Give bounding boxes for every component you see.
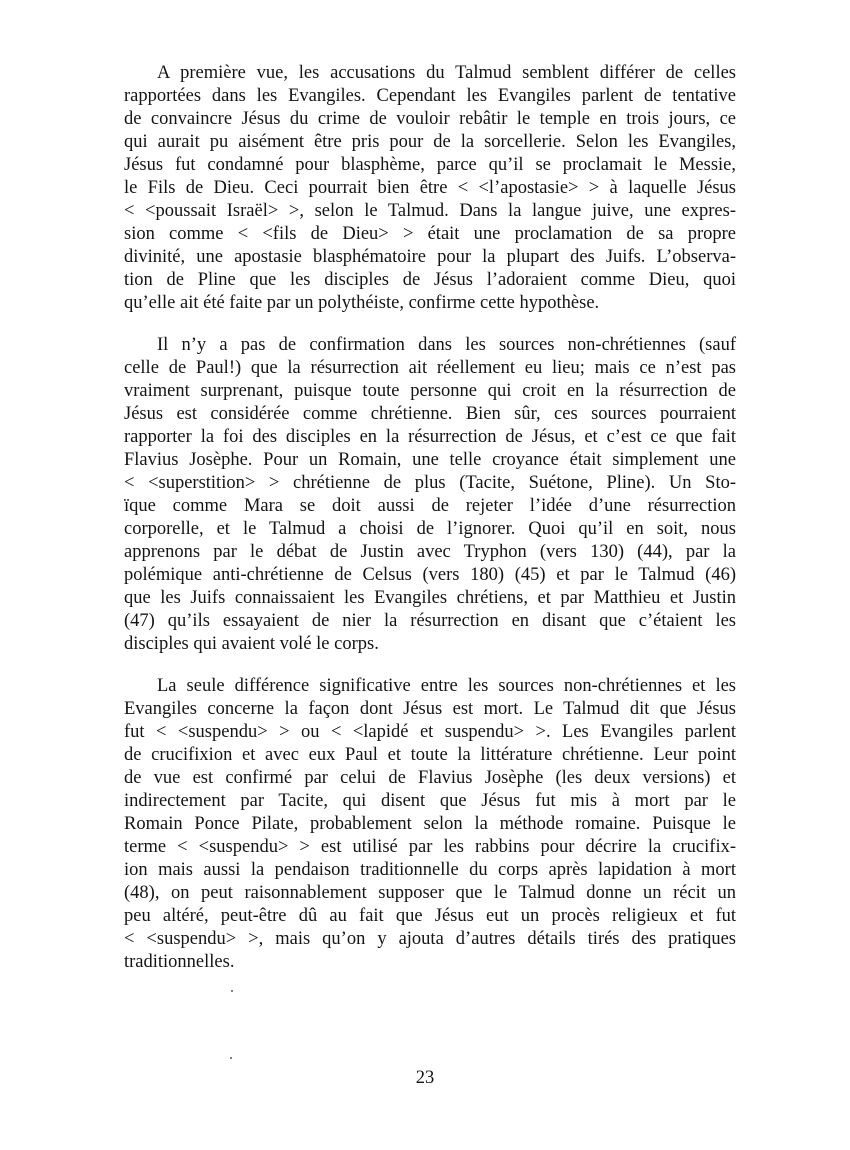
text-line: qu’elle ait été faite par un polythéiste, confirme cette hypothèse. [124,293,600,313]
text-line: vraiment surprenant, puisque toute personne qui croit en la résurrection de [124,381,736,401]
text-line: celle de Paul!) que la résurrection ait réellement eu lieu; mais ce n’est pas [124,358,736,378]
text-line: ïque comme Mara se doit aussi de rejeter l’idée d’une résurrection [124,496,736,516]
text-line: qui aurait pu aisément être pris pour de la sorcellerie. Selon les Evangiles, [124,132,736,152]
text-line: (47) qu’ils essayaient de nier la résurrection en disant que c’étaient les [124,611,736,631]
text-line: < <poussait Israël> >, selon le Talmud. Dans la langue juive, une expres- [124,201,736,221]
text-line: le Fils de Dieu. Ceci pourrait bien être < <l’apostasie> > à laquelle Jésus [124,178,736,198]
text-line: fut < <suspendu> > ou < <lapidé et suspendu> >. Les Evangiles parlent [124,722,736,742]
text-line: La seule différence significative entre les sources non-chrétiennes et les [157,676,736,696]
text-line: Jésus fut condamné pour blasphème, parce qu’il se proclamait le Messie, [124,155,736,175]
text-line: indirectement par Tacite, qui disent que Jésus fut mis à mort par le [124,791,736,811]
text-line: rapporter la foi des disciples en la résurrection de Jésus, et c’est ce que fait [124,427,736,447]
text-line: Jésus est considérée comme chrétienne. Bien sûr, ces sources pourraient [124,404,736,424]
page-number: 23 [415,1068,435,1088]
text-line: ion mais aussi la pendaison traditionnelle du corps après lapidation à mort [124,860,736,880]
text-line: traditionnelles. [124,952,235,972]
text-line: Romain Ponce Pilate, probablement selon la méthode romaine. Puisque le [124,814,736,834]
text-line: apprenons par le débat de Justin avec Tryphon (vers 130) (44), par la [124,542,736,562]
text-line: sion comme < <fils de Dieu> > était une proclamation de sa propre [124,224,736,244]
text-line: A première vue, les accusations du Talmud semblent différer de celles [157,63,736,83]
text-line: rapportées dans les Evangiles. Cependant les Evangiles parlent de tentative [124,86,736,106]
text-line: Flavius Josèphe. Pour un Romain, une telle croyance était simplement une [124,450,736,470]
text-line: divinité, une apostasie blasphématoire pour la plupart des Juifs. L’observa- [124,247,736,267]
text-line: peu altéré, peut-être dû au fait que Jésus eut un procès religieux et fut [124,906,736,926]
text-line: (48), on peut raisonnablement supposer que le Talmud donne un récit un [124,883,736,903]
text-line: Evangiles concerne la façon dont Jésus est mort. Le Talmud dit que Jésus [124,699,736,719]
text-line: terme < <suspendu> > est utilisé par les rabbins pour décrire la crucifix- [124,837,736,857]
text-line: corporelle, et le Talmud a choisi de l’ignorer. Quoi qu’il en soit, nous [124,519,736,539]
scan-speck [231,990,233,992]
text-line: < <superstition> > chrétienne de plus (Tacite, Suétone, Pline). Un Sto- [124,473,736,493]
text-line: polémique anti-chrétienne de Celsus (vers 180) (45) et par le Talmud (46) [124,565,736,585]
text-line: < <suspendu> >, mais qu’on y ajouta d’autres détails tirés des pratiques [124,929,736,949]
text-line: tion de Pline que les disciples de Jésus l’adoraient comme Dieu, quoi [124,270,736,290]
text-line: de crucifixion et avec eux Paul et toute la littérature chrétienne. Leur point [124,745,736,765]
text-line: de convaincre Jésus du crime de vouloir rebâtir le temple en trois jours, ce [124,109,736,129]
text-line: que les Juifs connaissaient les Evangiles chrétiens, et par Matthieu et Justin [124,588,736,608]
scan-speck [230,1057,232,1059]
text-line: de vue est confirmé par celui de Flavius Josèphe (les deux versions) et [124,768,736,788]
text-line: Il n’y a pas de confirmation dans les sources non-chrétiennes (sauf [157,335,736,355]
text-line: disciples qui avaient volé le corps. [124,634,379,654]
